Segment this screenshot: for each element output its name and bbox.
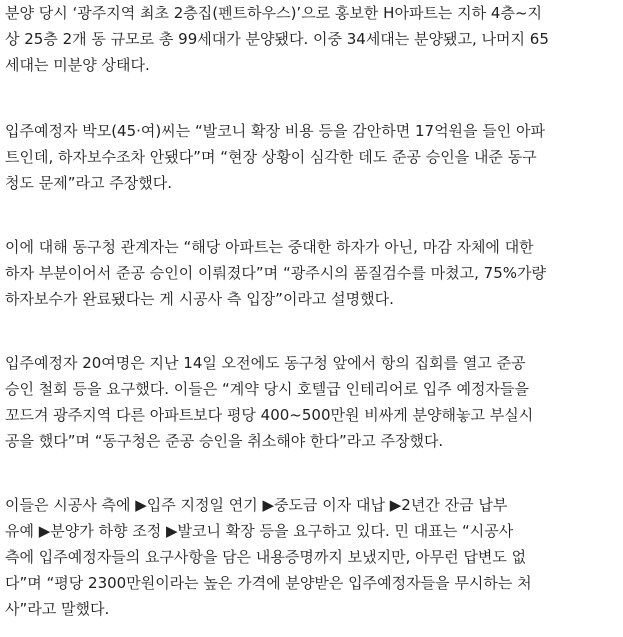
text-line: 이들은 시공사 측에 ▶입주 지정일 연기 ▶중도금 이자 대납 ▶2년간 잔금 납부 xyxy=(5,496,508,514)
text-line: 분양 당시 ‘광주지역 최초 2층집(펜트하우스)’으로 홍보한 H아파트는 지하 4층~지 xyxy=(5,4,543,22)
text-line: 사”라고 말했다. xyxy=(5,600,110,618)
article-paragraph xyxy=(5,0,549,78)
text-line: 청도 문제”라고 주장했다. xyxy=(5,174,172,192)
article-paragraph xyxy=(5,492,532,622)
text-line: 이에 대해 동구청 관계자는 “해당 아파트는 중대한 하자가 아닌, 마감 자체에 대한 xyxy=(5,238,534,256)
text-line: 입주예정자 박모(45·여)씨는 “발코니 확장 비용 등을 감안하면 17억원을 들인 아파 xyxy=(5,122,546,140)
text-line: 하자보수가 완료됐다는 게 시공사 측 입장”이라고 설명했다. xyxy=(5,290,394,308)
text-line: 세대는 미분양 상태다. xyxy=(5,56,150,74)
text-line: 측에 입주예정자들의 요구사항을 담은 내용증명까지 보냈지만, 아무런 답변도 없 xyxy=(5,548,527,566)
article-paragraph xyxy=(5,118,545,196)
text-line: 꼬드겨 광주지역 다른 아파트보다 평당 400~500만원 비싸게 분양해놓고 부실시 xyxy=(5,406,534,424)
text-line: 승인 철회 등을 요구했다. 이들은 “계약 당시 호텔급 인테리어로 입주 예정자들을 xyxy=(5,380,529,398)
article-paragraph xyxy=(5,234,546,312)
article-paragraph xyxy=(5,350,533,454)
text-line: 트인데, 하자보수조차 안됐다”며 “현장 상황이 심각한 데도 준공 승인을 내준 동구 xyxy=(5,148,537,166)
text-line: 유예 ▶분양가 하향 조정 ▶발코니 확장 등을 요구하고 있다. 민 대표는 “시공사 xyxy=(5,522,514,540)
text-line: 다”며 “평당 2300만원이라는 높은 가격에 분양받은 입주예정자들을 무시하는 처 xyxy=(5,574,532,592)
text-line: 공을 했다”며 “동구청은 준공 승인을 취소해야 한다”라고 주장했다. xyxy=(5,432,444,450)
text-line: 하자 부분이어서 준공 승인이 이뤄졌다”며 “광주시의 품질검수를 마쳤고, 75%가량 xyxy=(5,264,546,282)
text-line: 상 25층 2개 동 규모로 총 99세대가 분양됐다. 이중 34세대는 분양됐고, 나머지 65 xyxy=(5,30,549,48)
text-line: 입주예정자 20여명은 지난 14일 오전에도 동구청 앞에서 항의 집회를 열고 준공 xyxy=(5,354,526,372)
